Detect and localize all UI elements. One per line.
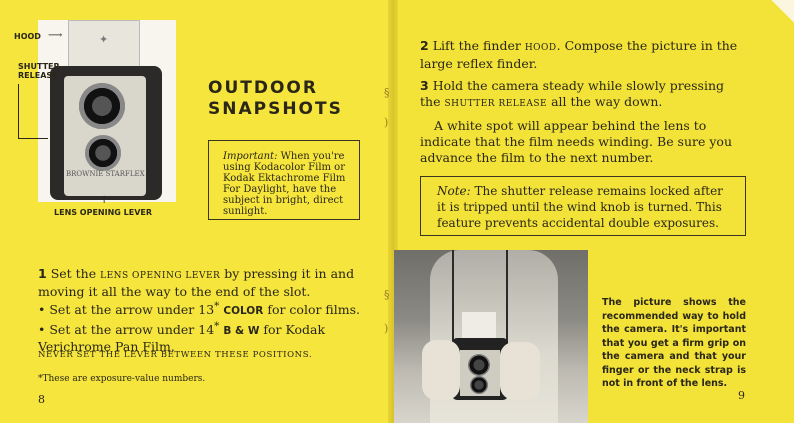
viewfinder-lens-icon: [468, 354, 490, 376]
binding-stitch: ): [384, 322, 389, 335]
camera-illustration: [38, 20, 176, 202]
leader-line: [18, 84, 19, 138]
label-lens-opening-lever: LENS OPENING LEVER: [54, 208, 153, 217]
never-warning: NEVER SET THE LEVER BETWEEN THESE POSITIONS.: [38, 350, 313, 360]
taking-lens-icon: [85, 135, 121, 171]
bullet-bw: • Set at the arrow under 14* B & W for Kodak Verichrome Pan Film.: [38, 320, 326, 355]
binding-stitch: §: [384, 288, 390, 301]
important-box: Important: When you're using Kodacolor Film or Kodak Ektachrome Film For Daylight, have the subject in bright, direct sunlight.: [208, 140, 360, 220]
right-hand: [500, 342, 540, 400]
arrow-right-icon: ⟶: [48, 30, 63, 41]
note-box: Note: The shutter release remains locked after it is tripped until the wind knob is turned. This feature prevents accidental double exposures.: [420, 176, 746, 236]
bullet-color: • Set at the arrow under 13* COLOR for color films.: [38, 300, 360, 318]
binding-stitch: ): [384, 116, 389, 129]
viewfinder-lens-icon: [79, 83, 125, 129]
camera-hood: [462, 312, 496, 340]
section-title: OUTDOOR SNAPSHOTS: [208, 78, 343, 119]
label-hood: HOOD: [14, 32, 41, 41]
left-hand: [422, 340, 460, 400]
photo-caption: The picture shows the recommended way to hold the camera. It's important that you get a firm grip on the camera and that your finger or the neck strap is not in front of the lens.: [602, 297, 746, 389]
step-2: 2 Lift the finder HOOD. Compose the picture in the large reflex finder.: [420, 38, 738, 71]
label-shutter-release: SHUTTER RELEASE: [18, 62, 60, 80]
neck-strap: [452, 250, 454, 346]
page-number-left: 8: [38, 393, 45, 406]
camera-hood: ✦: [68, 20, 140, 70]
leader-line: [18, 138, 48, 139]
page-corner: [764, 0, 794, 26]
step-1: 1 Set the LENS OPENING LEVER by pressing it in and moving it all the way to the end of the slot.: [38, 266, 355, 299]
footnote: *These are exposure-value numbers.: [38, 374, 206, 384]
neck-strap: [506, 250, 508, 346]
taking-lens-icon: [470, 376, 488, 394]
camera-brand: BROWNIE STARFLEX: [66, 170, 145, 178]
page-number-right: 9: [738, 389, 745, 402]
winding-paragraph: A white spot will appear behind the lens to indicate that the film needs winding. Be sure you advance the film to the next number.: [420, 118, 733, 165]
step-3: 3 Hold the camera steady while slowly pressing the SHUTTER RELEASE all the way down.: [420, 78, 725, 109]
arrow-up-icon: ↑: [100, 195, 109, 206]
binding-stitch: §: [384, 86, 390, 99]
hands-holding-camera-photo: [394, 250, 588, 423]
